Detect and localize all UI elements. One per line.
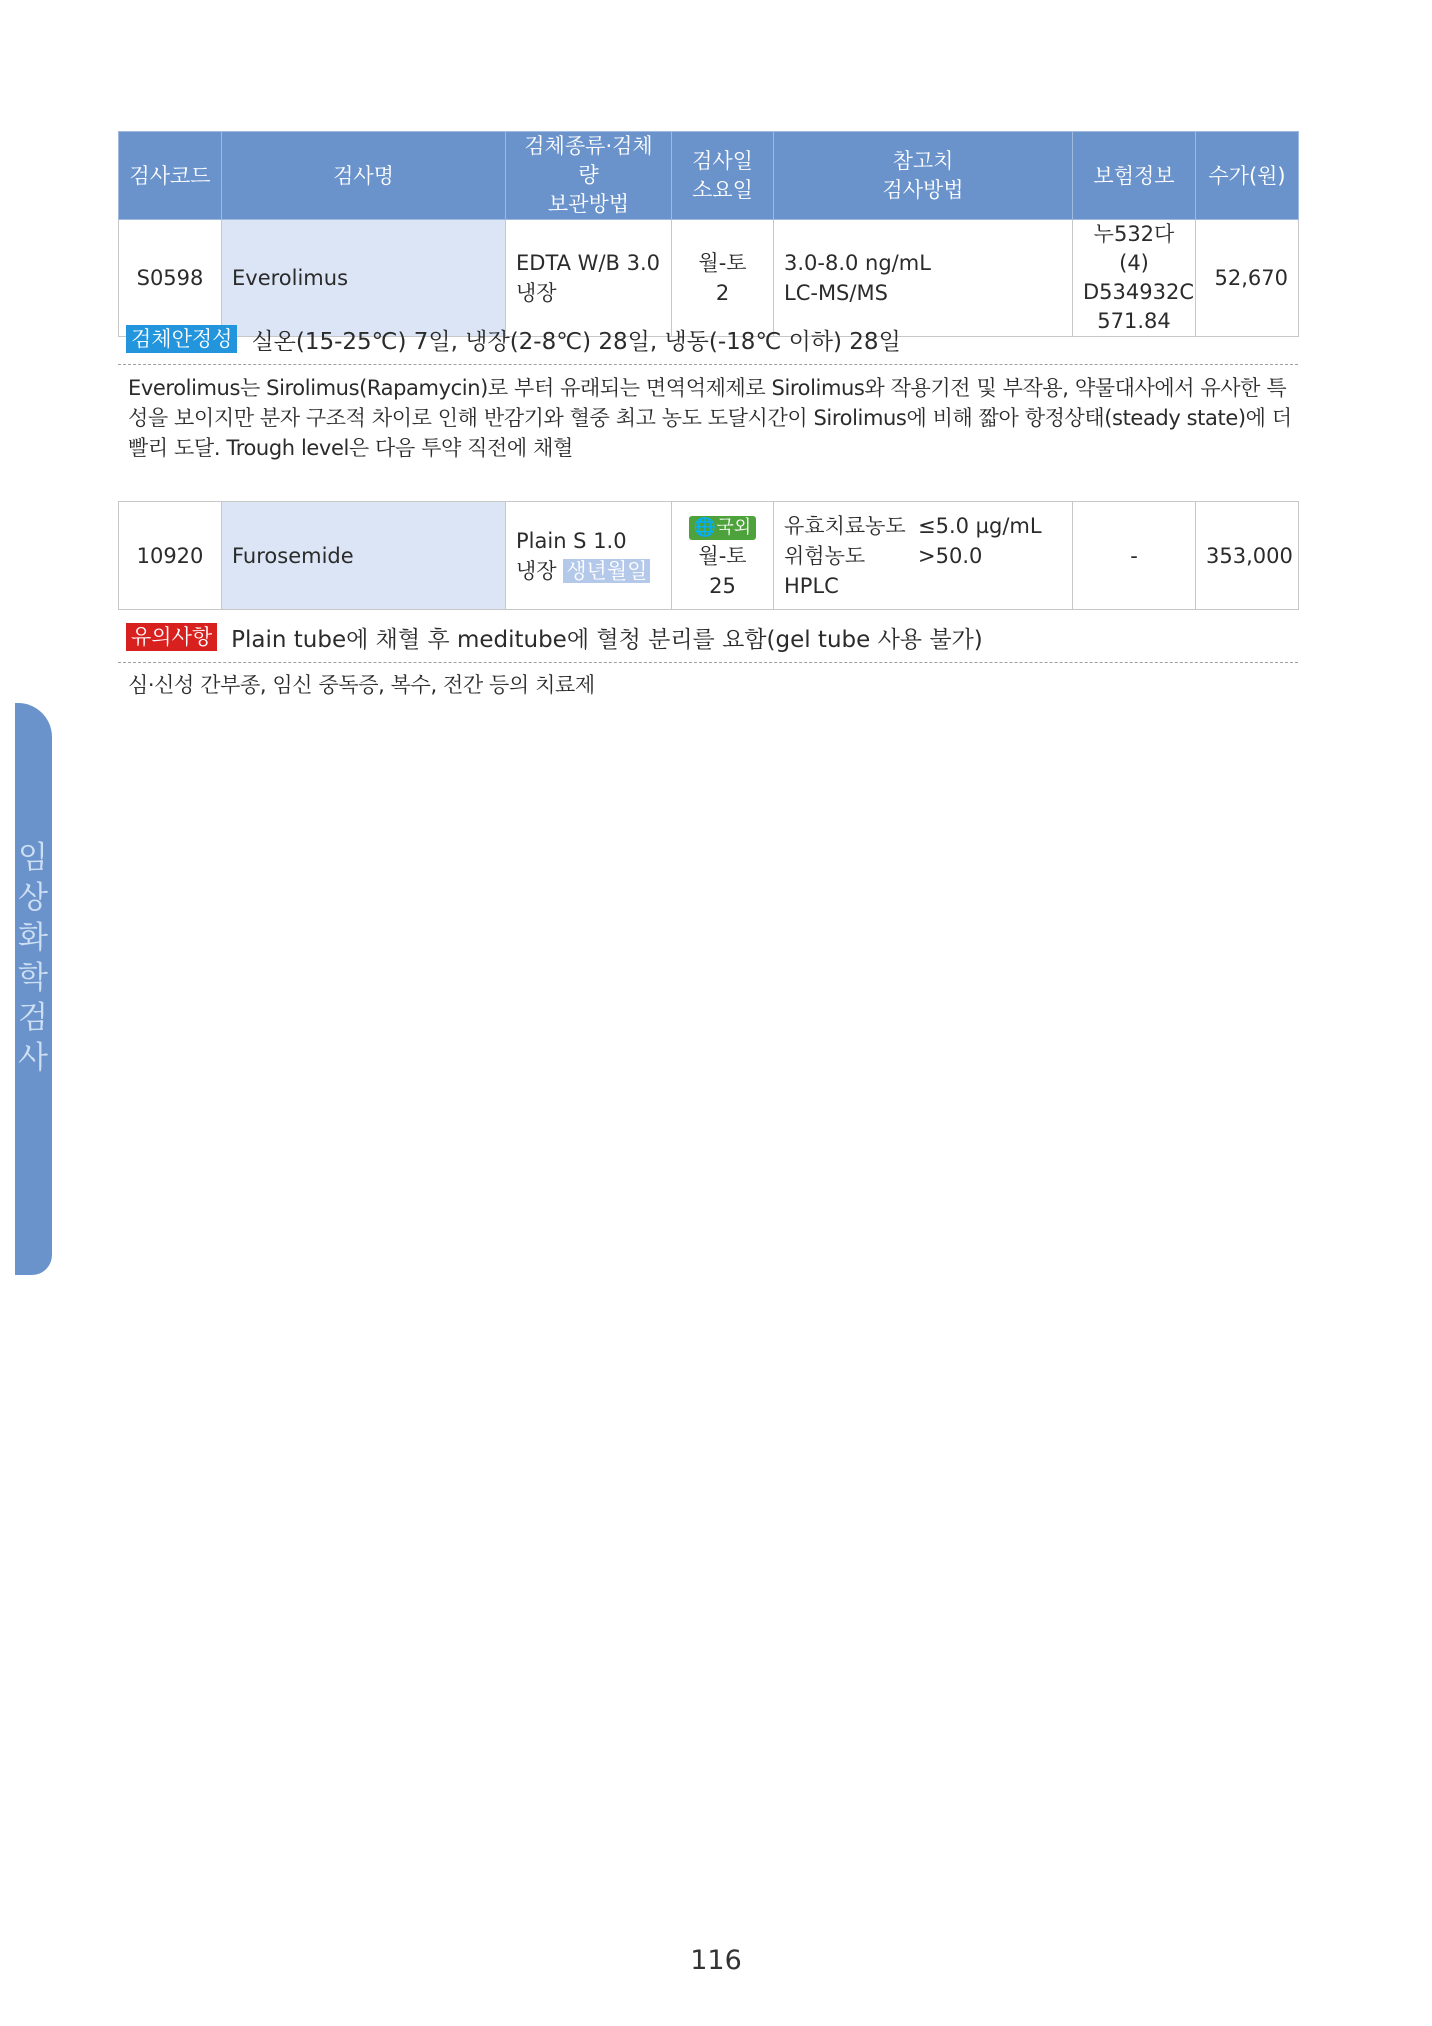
test-schedule: 월-토	[698, 543, 747, 568]
stability-text: 실온(15-25℃) 7일, 냉장(2-8℃) 28일, 냉동(-18℃ 이하) 28일	[251, 328, 901, 355]
table-header-row	[119, 132, 1299, 220]
turnaround-days: 25	[709, 573, 736, 598]
test-name: Furosemide	[222, 502, 506, 610]
storage-method: 냉장 생년월일	[516, 556, 661, 586]
ref-value: >50.0	[918, 543, 983, 568]
ref-label: 위험농도	[784, 543, 866, 568]
test-code: 10920	[119, 502, 222, 610]
insurance-edi: D534932C	[1083, 280, 1194, 304]
header-name: 검사명	[222, 132, 506, 220]
caution-label: 유의사항	[126, 623, 217, 651]
stability-label: 검체안정성	[126, 325, 237, 353]
schedule-cell	[672, 502, 774, 610]
insurance-code: 누532다(4)	[1093, 222, 1175, 275]
specimen-amount: Plain S 1.0	[516, 528, 627, 553]
storage-method: 냉장	[516, 281, 557, 305]
caution-note-row	[118, 612, 1298, 663]
test-fee: 52,670	[1196, 220, 1299, 337]
page-number: 116	[690, 1945, 742, 1976]
header-insurance: 보험정보	[1073, 132, 1196, 220]
header-fee: 수가(원)	[1196, 132, 1299, 220]
insurance-points: 571.84	[1097, 309, 1171, 333]
birthdate-tag: 생년월일	[563, 559, 650, 583]
reference-cell	[774, 502, 1073, 610]
header-specimen: 검체종류·검체량 보관방법	[506, 132, 672, 220]
insurance-cell: -	[1073, 502, 1196, 610]
test-code: S0598	[119, 220, 222, 337]
test-schedule: 월-토	[698, 251, 747, 275]
test-fee: 353,000	[1196, 502, 1299, 610]
header-reference: 참고치 검사방법	[774, 132, 1073, 220]
test-table-everolimus	[118, 131, 1299, 337]
test-table-furosemide	[118, 501, 1299, 610]
specimen-amount: EDTA W/B 3.0	[516, 251, 660, 275]
test-method: LC-MS/MS	[784, 281, 888, 305]
chapter-side-tab-label: 임상화학검사	[18, 840, 48, 1076]
overseas-badge: 🌐국외	[689, 516, 756, 540]
caution-text: Plain tube에 채혈 후 meditube에 혈청 분리를 요함(gel tube 사용 불가)	[231, 626, 983, 653]
globe-icon: 🌐	[693, 516, 717, 538]
turnaround-days: 2	[715, 281, 730, 305]
test-description: 심·신성 간부종, 임신 중독증, 복수, 전간 등의 치료제	[128, 673, 595, 697]
stability-note-row	[118, 314, 1298, 365]
test-name: Everolimus	[222, 220, 506, 337]
header-days: 검사일 소요일	[672, 132, 774, 220]
ref-label: 유효치료농도	[784, 513, 906, 538]
test-method: HPLC	[784, 573, 839, 598]
test-description: Everolimus는 Sirolimus(Rapamycin)로 부터 유래되는 면역억제제로 Sirolimus와 작용기전 및 부작용, 약물대사에서 유사한 특성을 보이지만 분자 구조적 차이로 인해 반감기와 혈중 최고 농도 도달시간이 Sirolimus에 비해 짧아 항정상태(steady state)에 더 빨리 도달. Trough level은 다음 투약 직전에 채혈	[128, 376, 1292, 460]
specimen-cell	[506, 502, 672, 610]
ref-value: ≤5.0 µg/mL	[918, 513, 1042, 538]
table-row	[119, 502, 1299, 610]
header-code: 검사코드	[119, 132, 222, 220]
reference-range: 3.0-8.0 ng/mL	[784, 251, 931, 275]
